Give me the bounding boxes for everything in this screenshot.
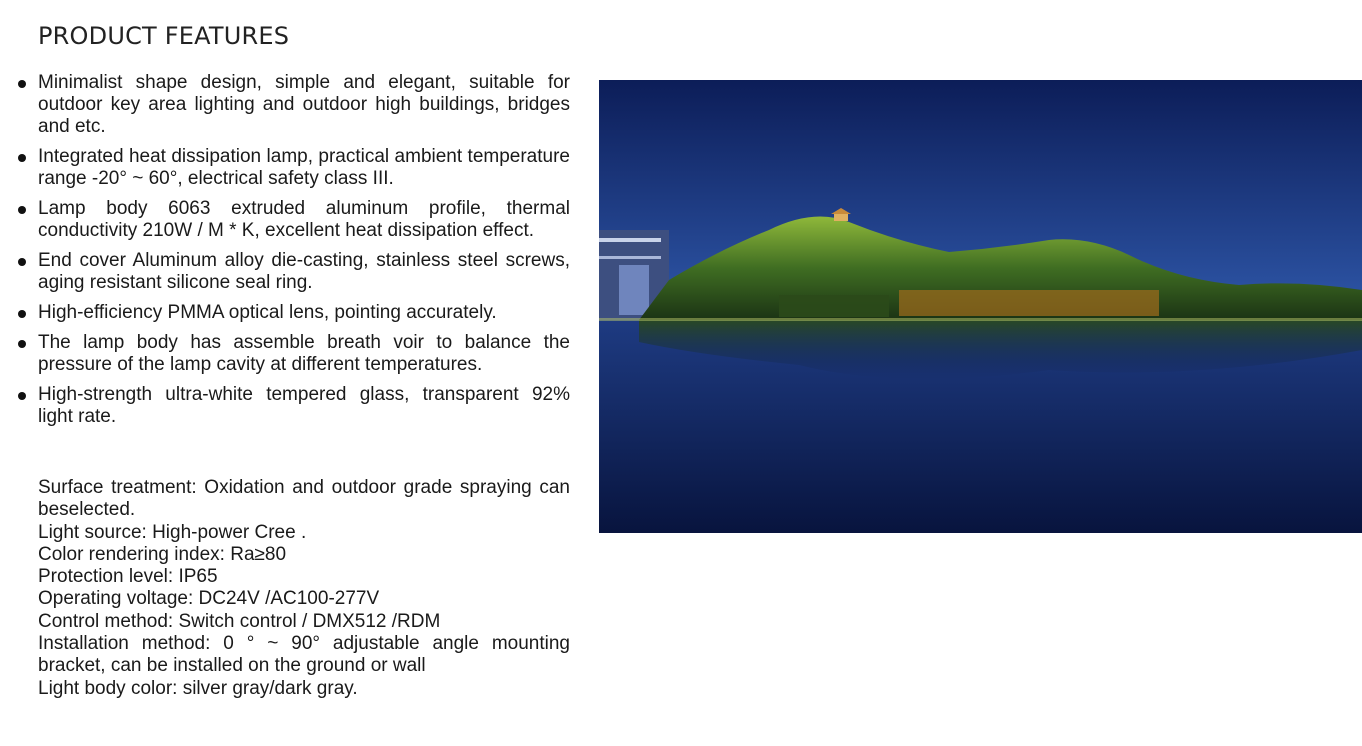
feature-item	[18, 198, 570, 242]
spec-body-color: Light body color: silver gray/dark gray.	[38, 677, 358, 699]
feature-item	[18, 250, 570, 294]
bullet-icon	[18, 80, 26, 88]
bullet-icon	[18, 258, 26, 266]
page-title: PRODUCT FEATURES	[38, 22, 290, 50]
feature-item	[18, 72, 570, 138]
feature-text: High-strength ultra-white tempered glass, transparent 92% light rate.	[38, 384, 570, 427]
spec-light-source: Light source: High-power Cree .	[38, 521, 307, 543]
spec-installation-method: Installation method: 0 ° ~ 90° adjustable angle mounting bracket, can be installed on the ground or wall	[38, 633, 570, 677]
feature-list	[18, 72, 570, 436]
bullet-icon	[18, 392, 26, 400]
bullet-icon	[18, 310, 26, 318]
feature-text: Minimalist shape design, simple and elegant, suitable for outdoor key area lighting and outdoor high buildings, bridges and etc.	[38, 72, 570, 137]
spec-color-rendering: Color rendering index: Ra≥80	[38, 543, 287, 565]
bullet-icon	[18, 340, 26, 348]
feature-item	[18, 302, 570, 324]
spec-surface-treatment: Surface treatment: Oxidation and outdoor grade spraying can beselected.	[38, 477, 570, 521]
spec-protection-level: Protection level: IP65	[38, 566, 218, 588]
feature-item	[18, 146, 570, 190]
feature-item	[18, 332, 570, 376]
feature-text: The lamp body has assemble breath voir to balance the pressure of the lamp cavity at different temperatures.	[38, 332, 570, 375]
feature-item	[18, 384, 570, 428]
spec-control-method: Control method: Switch control / DMX512 /RDM	[38, 610, 441, 632]
feature-text: Integrated heat dissipation lamp, practical ambient temperature range -20° ~ 60°, electrical safety class III.	[38, 146, 570, 189]
bullet-icon	[18, 154, 26, 162]
spec-operating-voltage: Operating voltage: DC24V /AC100-277V	[38, 588, 380, 610]
feature-text: Lamp body 6063 extruded aluminum profile, thermal conductivity 210W / M * K, excellent heat dissipation effect.	[38, 198, 570, 241]
feature-text: High-efficiency PMMA optical lens, pointing accurately.	[38, 302, 497, 323]
landscape-illustration	[599, 80, 1362, 533]
night-landscape-photo	[599, 80, 1362, 533]
feature-text: End cover Aluminum alloy die-casting, stainless steel screws, aging resistant silicone seal ring.	[38, 250, 570, 293]
bullet-icon	[18, 206, 26, 214]
spec-list	[38, 477, 570, 700]
